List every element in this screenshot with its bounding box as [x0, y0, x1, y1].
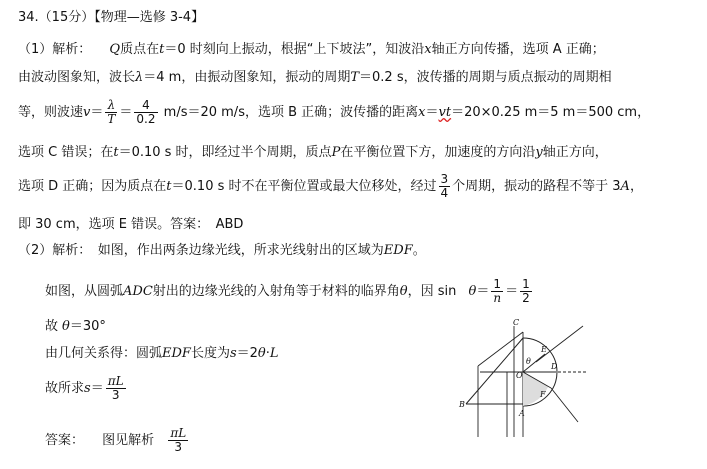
p2-text: 故: [45, 319, 59, 334]
p1-text: 个周期，振动的路程不等于 3: [452, 179, 621, 194]
frac-num: πL: [107, 374, 124, 388]
frac-num: 3: [440, 172, 449, 186]
frac-den: T: [107, 112, 116, 126]
p2-line-3: [45, 318, 106, 336]
p1-text: ＝0.10 s 时不在平衡位置或最大位移处，经过: [171, 179, 437, 194]
var-T: T: [350, 70, 360, 85]
p1-text: ＝20×0.25 m＝5 m＝500 cm，: [451, 105, 651, 120]
p1-text: ＝0.2 s，波传播的周期与质点振动的周期相: [359, 70, 612, 85]
var-EDF: EDF: [383, 243, 413, 258]
p2-text: ＝2: [236, 346, 258, 361]
frac-num: 1: [491, 278, 503, 292]
var-lambda: λ: [135, 70, 144, 85]
var-Q: Q: [109, 42, 121, 57]
p2-text: ，因 sin: [407, 284, 457, 299]
label-D: D: [551, 362, 558, 371]
p1-text: m/s＝20 m/s，选项 B 正确；波传播的距离: [163, 105, 419, 120]
frac-den: 3: [174, 440, 183, 454]
p2-text: 如图，从圆弧: [45, 284, 124, 299]
p1-text: ＝0 时刻向上振动，根据“上下坡法”，知波沿: [164, 42, 425, 57]
var-t: t: [159, 42, 165, 57]
equals: ＝: [90, 105, 104, 120]
frac-den: 0.2: [136, 112, 156, 126]
p1-line-5: [18, 172, 643, 202]
answer-text: 图见解析: [102, 433, 155, 448]
fraction-3-over-4: [439, 173, 451, 200]
p2-line-2: [45, 277, 534, 307]
p2-text: 长度为: [190, 346, 230, 361]
var-theta: θ: [399, 284, 408, 299]
var-t: t: [113, 145, 119, 160]
label-B: B: [459, 400, 465, 409]
var-A: A: [620, 179, 630, 194]
label-theta: θ: [526, 357, 531, 366]
equals: ＝: [505, 284, 519, 299]
p1-text: ，: [629, 179, 643, 194]
var-theta: θ: [468, 284, 477, 299]
fraction-4-over-0.2: [134, 99, 157, 126]
equals: ＝: [425, 105, 439, 120]
answer-label: 答案：: [45, 433, 85, 448]
label-O: O: [516, 371, 523, 380]
var-x: x: [418, 105, 426, 120]
fraction-1-over-2: [520, 278, 532, 305]
p1-line-3: [18, 98, 650, 128]
shaded-region: [523, 372, 548, 406]
var-vt: vt: [438, 105, 452, 120]
problem-title: 34.（15分）【物理—选修 3-4】: [18, 10, 205, 25]
p1-text: ＝0.10 s 时，即经过半个周期，质点: [118, 145, 332, 160]
fraction-1-over-n: [491, 278, 503, 305]
var-v: v: [83, 105, 91, 120]
p1-text: 轴正方向传播，选项 A 正确；: [431, 42, 605, 57]
frac-num: 4: [134, 99, 157, 113]
p2-text: 射出的边缘光线的入射角等于材料的临界角: [152, 284, 400, 299]
incident-rays: [478, 326, 523, 437]
p1-text: 在平衡位置下方，加速度的方向沿: [340, 145, 536, 160]
p2-answer: [45, 424, 190, 458]
p2-text: ·: [265, 346, 270, 361]
p1-line-2: [18, 69, 612, 87]
fraction-lambda-over-T: [105, 99, 117, 126]
p1-line-1: [18, 41, 605, 59]
p2-text: ＝30°: [69, 319, 106, 334]
label-F: F: [540, 390, 546, 399]
frac-den: 4: [440, 186, 449, 200]
var-theta: θ: [62, 319, 70, 334]
p1-text: 等，则波速: [18, 105, 84, 120]
p1-line-6: 即 30 cm，选项 E 错误。答案： ABD: [18, 217, 244, 232]
p2-line-5: [45, 372, 128, 406]
frac-num: λ: [105, 99, 117, 113]
label-E: E: [541, 345, 547, 354]
p1-text: 选项 C 错误；在: [18, 145, 114, 160]
p2-text: 。: [412, 243, 426, 258]
var-P: P: [331, 145, 341, 160]
p2-line-4: [45, 345, 279, 363]
var-s: s: [84, 381, 91, 396]
p2-text: （2）解析： 如图，作出两条边缘光线，所求光线射出的区域为: [18, 243, 384, 258]
p1-text: 质点在: [120, 42, 160, 57]
p1-text: 由波动图象知，波长: [18, 70, 136, 85]
frac-den: 2: [522, 291, 530, 305]
p1-text: 选项 D 正确；因为质点在: [18, 179, 167, 194]
equals: ＝: [476, 284, 490, 299]
var-EDF: EDF: [162, 346, 191, 361]
var-t: t: [166, 179, 172, 194]
label-A: A: [519, 409, 525, 418]
frac-den: n: [493, 291, 502, 305]
var-s: s: [229, 346, 237, 361]
p2-line-1: [18, 242, 426, 260]
var-theta: θ: [257, 346, 266, 361]
fraction-piL-over-3: [106, 375, 126, 402]
var-x: x: [424, 42, 432, 57]
p2-text: 故所求: [45, 381, 85, 396]
optics-figure: [448, 312, 598, 442]
fraction-piL-over-3: [168, 427, 188, 454]
var-y: y: [535, 145, 543, 160]
label-C: C: [513, 318, 520, 327]
frac-num: πL: [170, 426, 187, 440]
frac-den: 3: [111, 388, 120, 402]
var-ADC: ADC: [123, 284, 153, 299]
p1-text: ＝4 m，由振动图象知，振动的周期: [143, 70, 351, 85]
equals: ＝: [119, 105, 133, 120]
p1-text: （1）解析：: [18, 42, 92, 57]
equals: ＝: [90, 381, 104, 396]
p1-text: 轴正方向，: [542, 145, 608, 160]
p2-text: 由几何关系得：圆弧: [45, 346, 163, 361]
frac-num: 1: [522, 277, 530, 291]
p1-line-4: [18, 144, 608, 162]
var-L: L: [269, 346, 279, 361]
